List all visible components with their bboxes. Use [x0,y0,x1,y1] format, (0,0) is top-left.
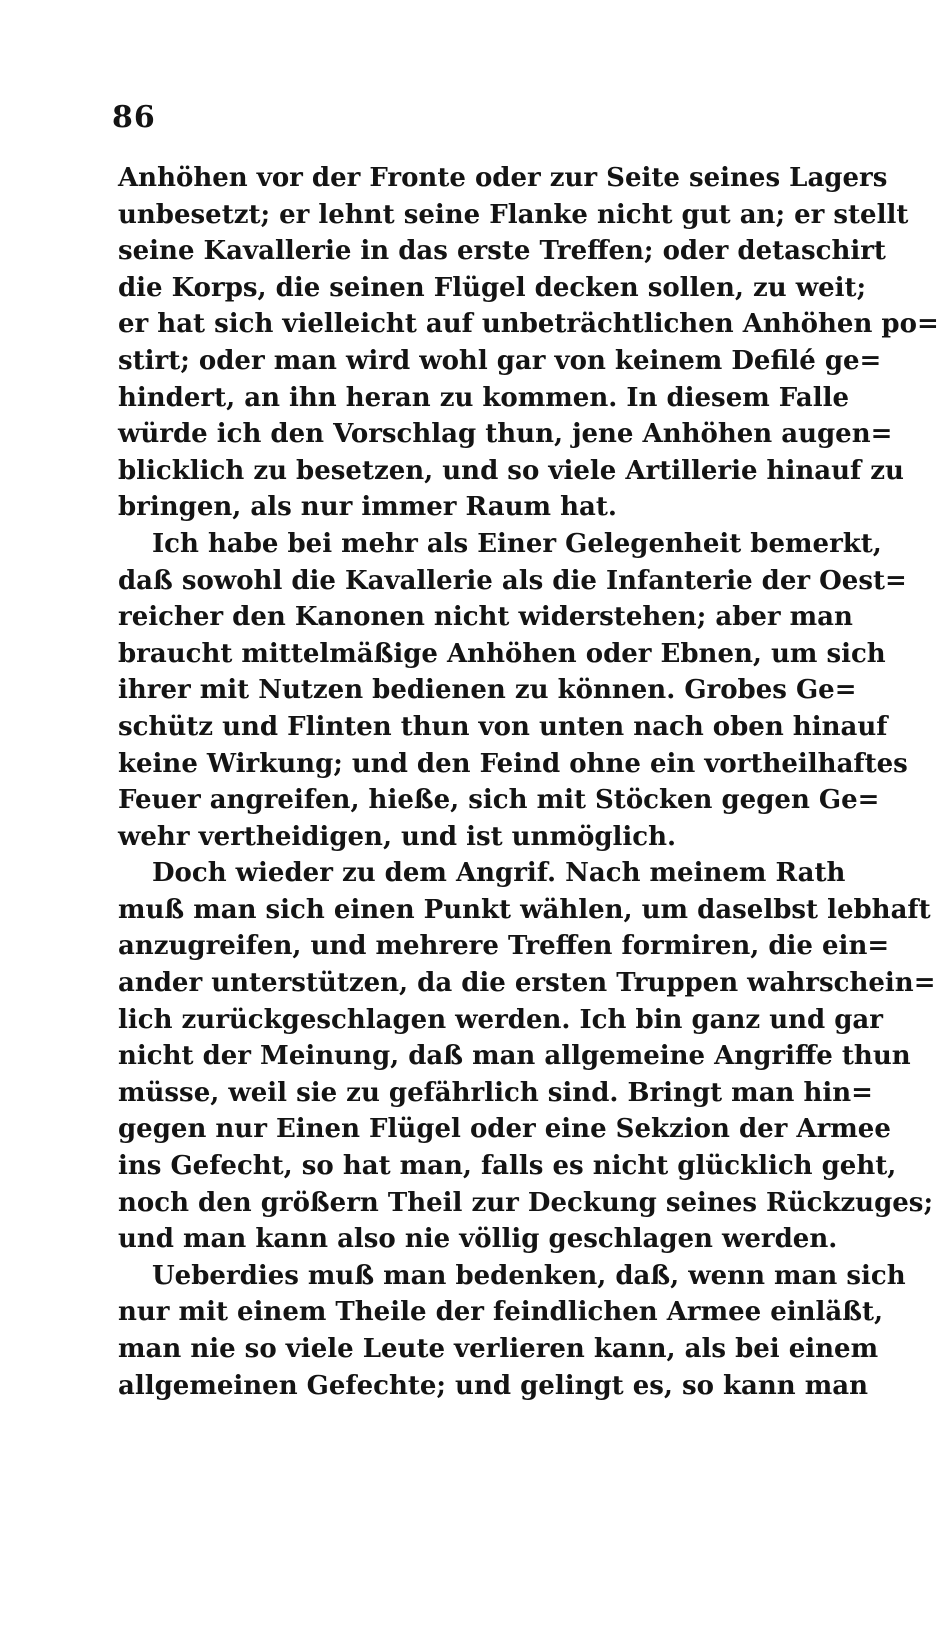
paragraph [118,855,936,1258]
text-line: würde ich den Vorschlag thun, jene Anhöhen augen= [118,419,893,450]
text-line: müsse, weil sie zu gefährlich sind. Bringt man hin= [118,1077,873,1108]
paragraph [118,526,908,855]
text-line: wehr vertheidigen, und ist unmöglich. [118,821,677,852]
text-line: nicht der Meinung, daß man allgemeine Angriffe thun [118,1041,911,1072]
text-line: noch den größern Theil zur Deckung seines Rückzuges; [118,1187,934,1218]
text-line: Feuer angreifen, hieße, sich mit Stöcken gegen Ge= [118,785,880,816]
text-line: lich zurückgeschlagen werden. Ich bin ganz und gar [118,1004,883,1035]
text-line: Doch wieder zu dem Angrif. Nach meinem Rath [152,858,846,889]
text-line: ander unterstützen, da die ersten Truppen wahrschein= [118,968,936,999]
text-line: stirt; oder man wird wohl gar von keinem Defilé ge= [118,345,882,376]
text-line: man nie so viele Leute verlieren kann, als bei einem [118,1334,879,1364]
text-line: daß sowohl die Kavallerie als die Infanterie der Oest= [118,565,907,596]
text-line: blicklich zu besetzen, und so viele Artillerie hinauf zu [118,455,904,486]
page-number: 86 [112,100,156,135]
text-line: allgemeinen Gefechte; und gelingt es, so kann man [118,1370,869,1401]
text-line: die Korps, die seinen Flügel decken sollen, zu weit; [118,272,867,303]
text-line: gegen nur Einen Flügel oder eine Sekzion der Armee [118,1114,891,1145]
text-line: seine Kavallerie in das erste Treffen; oder detaschirt [118,236,886,267]
text-line: hindert, an ihn heran zu kommen. In diesem Falle [118,382,849,413]
text-line: nur mit einem Theile der feindlichen Armee einläßt, [118,1297,884,1328]
text-line: anzugreifen, und mehrere Treffen formiren, die ein= [118,931,890,962]
text-line: braucht mittelmäßige Anhöhen oder Ebnen, um sich [118,638,886,669]
body-text [118,160,939,1404]
text-line: Anhöhen vor der Fronte oder zur Seite seines Lagers [118,163,888,193]
text-line: keine Wirkung; und den Feind ohne ein vortheilhaftes [118,748,908,779]
text-line: er hat sich vielleicht auf unbeträchtlichen Anhöhen po= [118,309,939,340]
text-line: reicher den Kanonen nicht widerstehen; aber man [118,602,853,633]
text-line: und man kann also nie völlig geschlagen werden. [118,1224,838,1255]
text-line: bringen, als nur immer Raum hat. [118,492,617,523]
text-line: schütz und Flinten thun von unten nach oben hinauf [118,711,888,742]
text-line: unbesetzt; er lehnt seine Flanke nicht gut an; er stellt [118,199,909,230]
text-line: Ich habe bei mehr als Einer Gelegenheit bemerkt, [152,528,882,559]
text-line: Ueberdies muß man bedenken, daß, wenn man sich [152,1260,906,1291]
text-line: ins Gefecht, so hat man, falls es nicht glücklich geht, [118,1151,897,1182]
paragraph [118,160,939,526]
text-line: ihrer mit Nutzen bedienen zu können. Grobes Ge= [118,675,857,706]
paragraph [118,1258,906,1404]
text-line: muß man sich einen Punkt wählen, um daselbst lebhaft [118,894,931,925]
